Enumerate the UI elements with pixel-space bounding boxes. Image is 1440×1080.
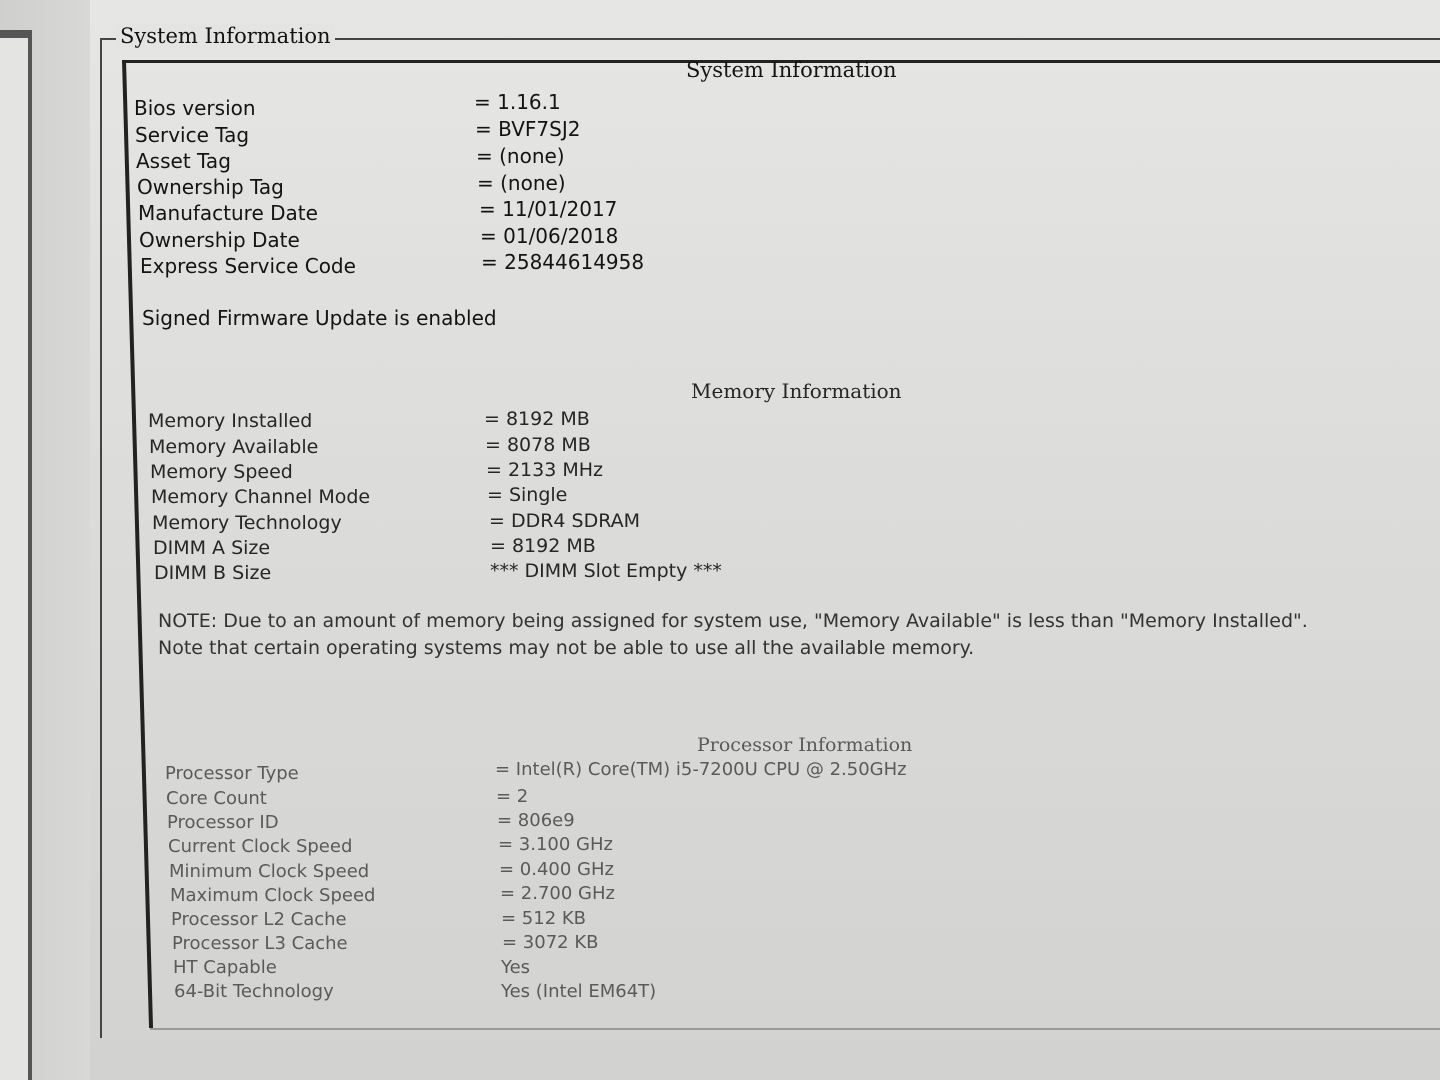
info-value: = 2 xyxy=(496,786,529,807)
info-value: = 25844614958 xyxy=(481,250,645,274)
info-value: = 3.100 GHz xyxy=(498,834,613,855)
info-label: Processor L2 Cache xyxy=(171,909,347,930)
info-value: = 512 KB xyxy=(501,908,587,929)
info-label: Asset Tag xyxy=(136,149,231,173)
left-navigation-pane[interactable] xyxy=(0,30,32,1080)
info-value: = 8192 MB xyxy=(490,535,596,557)
info-label: Memory Installed xyxy=(148,410,313,432)
info-label: Bios version xyxy=(134,96,256,120)
info-label: Processor Type xyxy=(165,763,299,784)
info-value: = 8192 MB xyxy=(484,408,590,430)
info-value: Yes xyxy=(501,957,531,978)
info-value: = (none) xyxy=(477,171,566,195)
info-label: Service Tag xyxy=(135,123,250,147)
info-label: Memory Technology xyxy=(152,512,342,534)
info-value: = 2.700 GHz xyxy=(500,883,615,904)
info-label: DIMM A Size xyxy=(153,537,271,559)
info-label: Express Service Code xyxy=(140,254,356,278)
info-value: = 806e9 xyxy=(497,810,575,831)
info-value: = Intel(R) Core(TM) i5-7200U CPU @ 2.50GHz xyxy=(495,759,907,780)
info-value: = 3072 KB xyxy=(502,932,599,953)
information-panel xyxy=(122,60,1440,1028)
system-information-title: System Information xyxy=(686,58,897,82)
info-label: HT Capable xyxy=(173,957,277,978)
info-value: = (none) xyxy=(476,144,565,168)
info-label: Memory Channel Mode xyxy=(151,486,371,508)
processor-information-title: Processor Information xyxy=(697,734,913,756)
memory-note: NOTE: Due to an amount of memory being assigned for system use, "Memory Available" is less than "Memory Installed". Note that certain operating systems may not be able to use all the available memory. xyxy=(158,610,1308,659)
info-label: DIMM B Size xyxy=(154,562,272,584)
info-value: = 8078 MB xyxy=(485,434,591,456)
info-value: = Single xyxy=(487,484,568,506)
info-label: 64-Bit Technology xyxy=(174,981,334,1002)
info-label: Maximum Clock Speed xyxy=(170,885,376,906)
info-value: = DDR4 SDRAM xyxy=(489,510,641,532)
info-label: Manufacture Date xyxy=(138,201,318,225)
info-label: Processor ID xyxy=(167,812,279,833)
info-value: Yes (Intel EM64T) xyxy=(501,981,657,1002)
info-label: Ownership Tag xyxy=(137,175,284,199)
info-label: Ownership Date xyxy=(139,228,300,252)
info-label: Memory Speed xyxy=(150,461,293,483)
signed-firmware-status: Signed Firmware Update is enabled xyxy=(142,306,497,330)
information-panel-bottom-border xyxy=(150,1028,1440,1030)
info-label: Current Clock Speed xyxy=(168,836,353,857)
info-label: Minimum Clock Speed xyxy=(169,861,370,882)
info-label: Core Count xyxy=(166,788,267,809)
left-pane-border xyxy=(0,30,30,38)
memory-information-title: Memory Information xyxy=(691,379,902,403)
info-value: = 01/06/2018 xyxy=(480,224,619,248)
info-value: = 1.16.1 xyxy=(474,90,561,114)
info-value: = 0.400 GHz xyxy=(499,859,614,880)
info-value: = 2133 MHz xyxy=(486,459,604,481)
info-value: = BVF7SJ2 xyxy=(475,117,581,141)
info-label: Memory Available xyxy=(149,436,319,458)
info-value: *** DIMM Slot Empty *** xyxy=(490,560,722,582)
group-box-legend: System Information xyxy=(116,24,335,48)
info-label: Processor L3 Cache xyxy=(172,933,348,954)
info-value: = 11/01/2017 xyxy=(479,197,618,221)
